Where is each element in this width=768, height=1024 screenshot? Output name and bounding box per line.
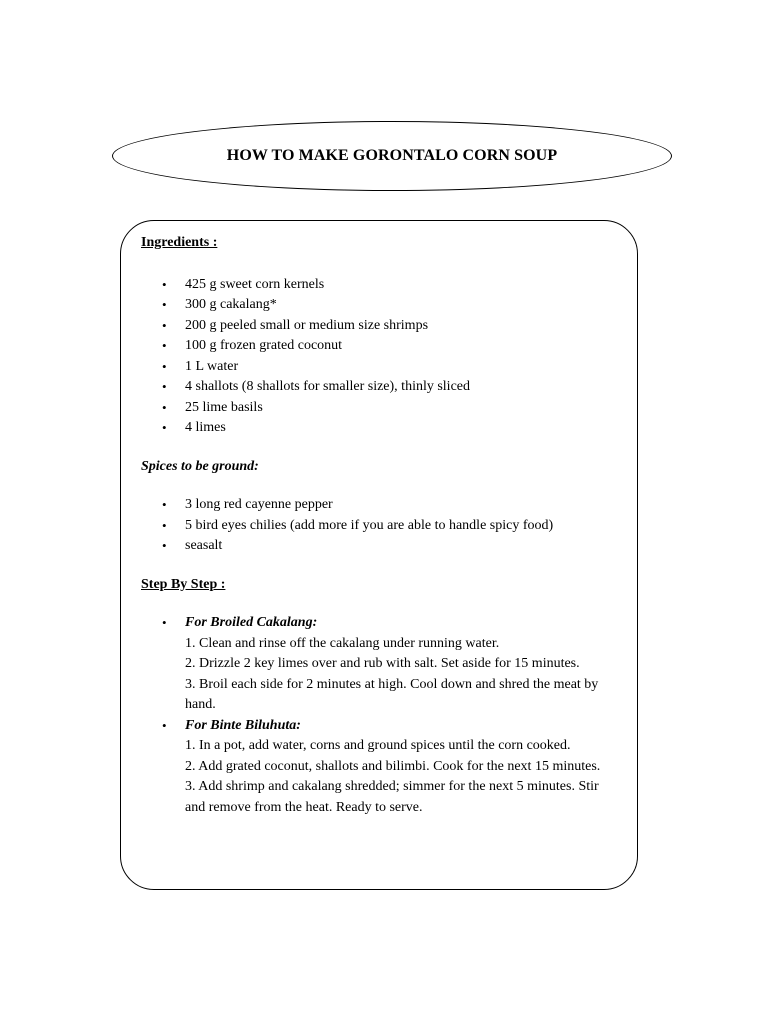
list-item: • 4 shallots (8 shallots for smaller size), thinly sliced bbox=[141, 377, 621, 398]
step-line: 3. Broil each side for 2 minutes at high. Cool down and shred the meat by hand. bbox=[185, 676, 599, 712]
step-line: 1. Clean and rinse off the cakalang under running water. bbox=[185, 635, 500, 651]
list-item: • 5 bird eyes chilies (add more if you are able to handle spicy food) bbox=[141, 516, 621, 537]
bullet-icon: • bbox=[162, 317, 167, 333]
title-banner bbox=[112, 121, 672, 191]
bullet-icon: • bbox=[162, 297, 167, 312]
step-line: 1. In a pot, add water, corns and ground spices until the corn cooked. bbox=[185, 738, 571, 753]
step-section-binte-biluhuta bbox=[141, 716, 621, 819]
step-section-title: For Binte Biluhuta: bbox=[185, 717, 301, 733]
bullet-icon: • bbox=[162, 517, 167, 533]
list-item: • 100 g frozen grated coconut bbox=[141, 336, 621, 357]
recipe-content bbox=[141, 233, 621, 818]
step-section-title: For Broiled Cakalang: bbox=[185, 615, 318, 630]
steps-list bbox=[141, 613, 621, 818]
list-item: • seasalt bbox=[141, 536, 621, 557]
ingredients-list bbox=[141, 275, 621, 439]
bullet-icon: • bbox=[162, 538, 167, 553]
bullet-icon: • bbox=[162, 399, 167, 415]
list-item: • 200 g peeled small or medium size shrimps bbox=[141, 316, 621, 337]
spices-heading: Spices to be ground: bbox=[141, 458, 259, 474]
list-item: • 300 g cakalang* bbox=[141, 295, 621, 316]
bullet-icon: • bbox=[162, 379, 167, 394]
ingredients-heading: Ingredients : bbox=[141, 235, 218, 250]
list-item: • 25 lime basils bbox=[141, 398, 621, 419]
bullet-icon: • bbox=[162, 717, 167, 733]
bullet-icon: • bbox=[162, 497, 167, 512]
bullet-icon: • bbox=[162, 276, 167, 292]
bullet-icon: • bbox=[162, 615, 167, 630]
step-line: 2. Add grated coconut, shallots and bilimbi. Cook for the next 15 minutes. bbox=[185, 758, 601, 774]
step-line: 2. Drizzle 2 key limes over and rub with salt. Set aside for 15 minutes. bbox=[185, 656, 580, 671]
spices-list bbox=[141, 495, 621, 557]
list-item: • 4 limes bbox=[141, 418, 621, 439]
bullet-icon: • bbox=[162, 338, 167, 353]
step-line: 3. Add shrimp and cakalang shredded; simmer for the next 5 minutes. Stir and remove from the heat. Ready to serve. bbox=[185, 779, 599, 815]
bullet-icon: • bbox=[162, 358, 167, 374]
page-title: HOW TO MAKE GORONTALO CORN SOUP bbox=[226, 147, 558, 164]
steps-heading: Step By Step : bbox=[141, 576, 226, 592]
step-section-broiled-cakalang bbox=[141, 613, 621, 716]
bullet-icon: • bbox=[162, 420, 167, 435]
list-item: • 425 g sweet corn kernels bbox=[141, 275, 621, 296]
list-item: • 3 long red cayenne pepper bbox=[141, 495, 621, 516]
list-item: • 1 L water bbox=[141, 357, 621, 378]
